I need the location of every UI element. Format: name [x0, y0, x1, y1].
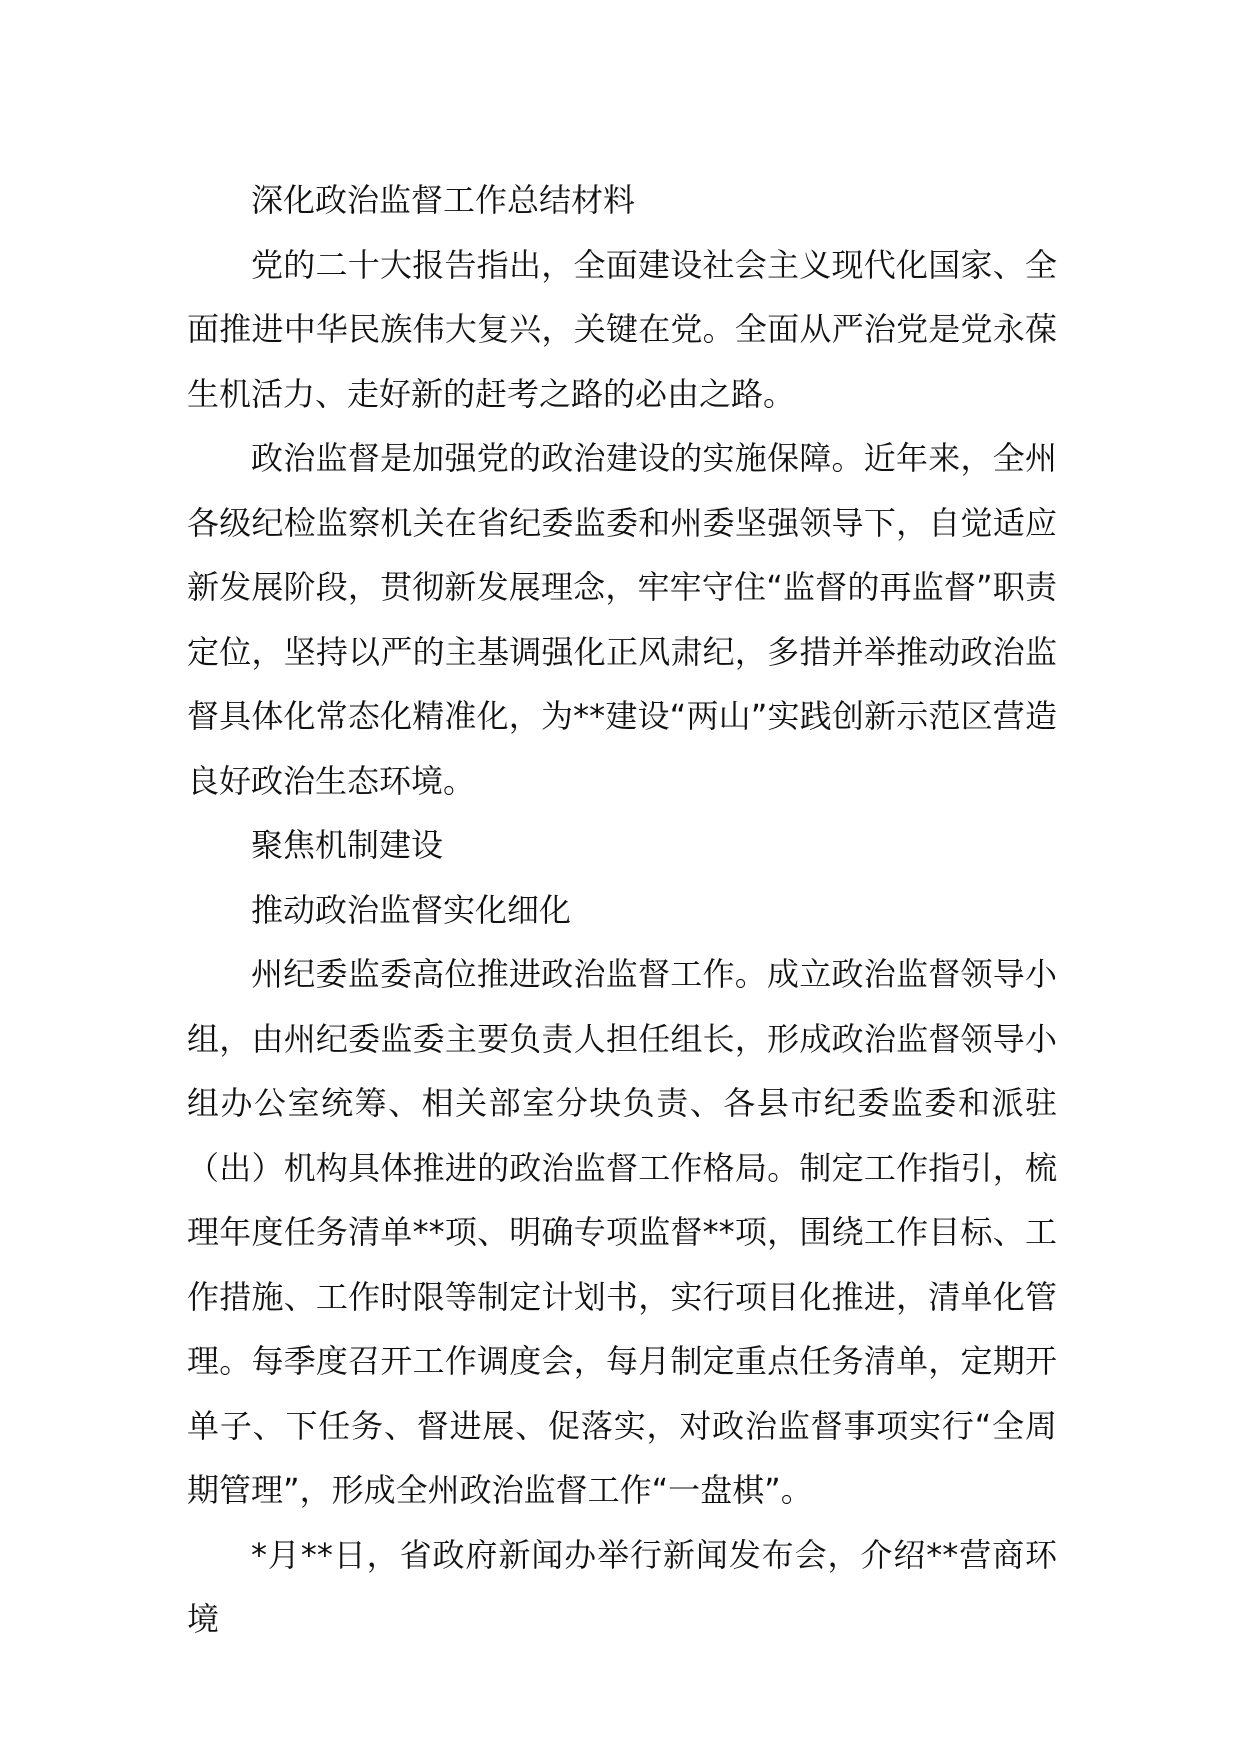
paragraph-intro: 党的二十大报告指出，全面建设社会主义现代化国家、全面推进中华民族伟大复兴，关键在党。全面从严治党是党永葆生机活力、走好新的赶考之路的必由之路。 [187, 245, 1057, 413]
section-subheading: 推动政治监督实化细化 [251, 890, 572, 929]
document-body [187, 168, 1057, 1652]
paragraph-press-conference: *月**日，省政府新闻办举行新闻发布会，介绍**营商环境 [187, 1535, 1057, 1638]
paragraph-political-supervision: 政治监督是加强党的政治建设的实施保障。近年来，全州各级纪检监察机关在省纪委监委和州委坚强领导下，自觉适应新发展阶段，贯彻新发展理念，牢牢守住“监督的再监督”职责定位，坚持以严的主基调强化正风肃纪，多措并举推动政治监督具体化常态化精准化，为**建设“两山”实践创新示范区营造良好政治生态环境。 [187, 439, 1057, 800]
document-title: 深化政治监督工作总结材料 [251, 181, 636, 219]
paragraph-mechanism: 州纪委监委高位推进政治监督工作。成立政治监督领导小组，由州纪委监委主要负责人担任组长，形成政治监督领导小组办公室统筹、相关部室分块负责、各县市纪委监委和派驻（出）机构具体推进的政治监督工作格局。制定工作指引，梳理年度任务清单**项、明确专项监督**项，围绕工作目标、工作措施、工作时限等制定计划书，实行项目化推进，清单化管理。每季度召开工作调度会，每月制定重点任务清单，定期开单子、下任务、督进展、促落实，对政治监督事项实行“全周期管理”，形成全州政治监督工作“一盘棋”。 [187, 955, 1057, 1509]
section-heading: 聚焦机制建设 [251, 826, 444, 864]
